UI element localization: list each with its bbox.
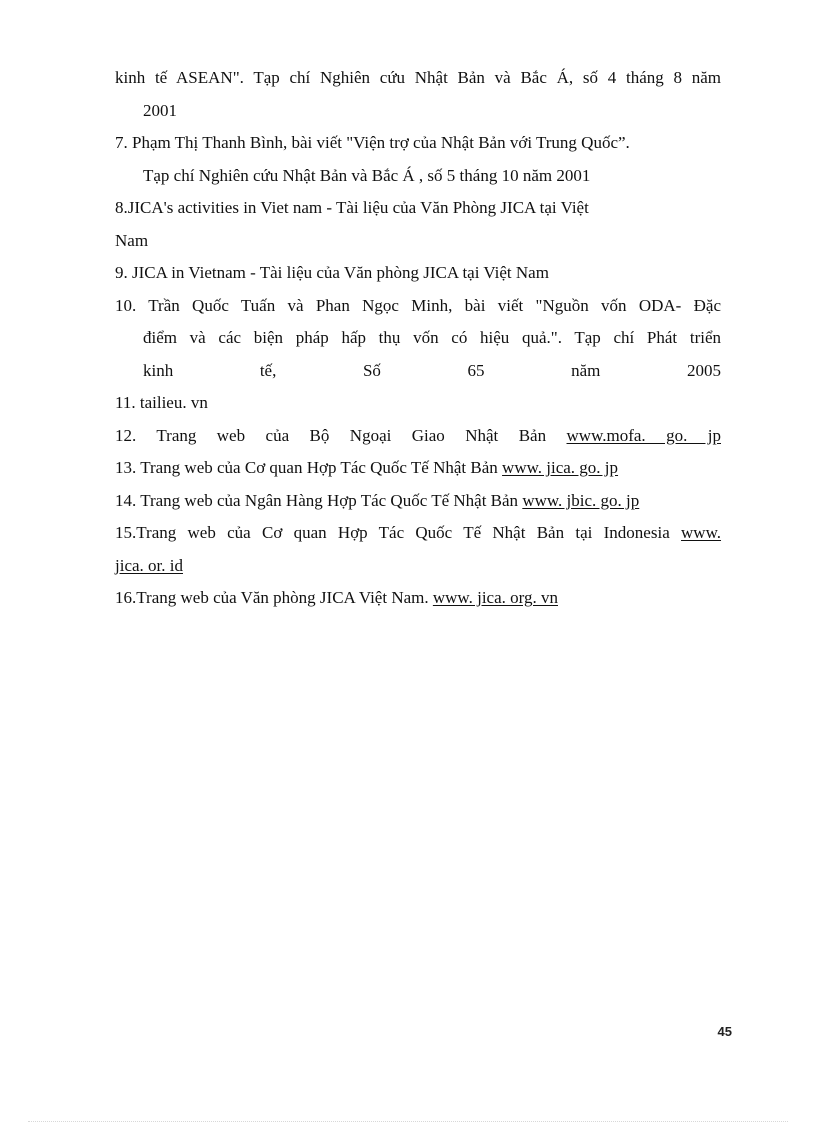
reference-line: 7. Phạm Thị Thanh Bình, bài viết "Viện trợ của Nhật Bản với Trung Quốc”.	[115, 133, 630, 152]
reference-line	[115, 550, 721, 583]
mofa-website-link[interactable]: www.mofa. go. jp	[566, 425, 721, 445]
reference-line	[115, 582, 721, 615]
jbic-website-link[interactable]: www. jbic. go. jp	[522, 490, 640, 510]
reference-line: Nam	[115, 230, 149, 250]
reference-line	[115, 452, 721, 485]
reference-6-continued	[115, 62, 721, 127]
reference-line: 8.JICA's activities in Viet nam - Tài liệu của Văn Phòng JICA tại Việt	[115, 198, 589, 217]
jica-website-link[interactable]: www. jica. go. jp	[502, 458, 619, 477]
reference-line	[115, 485, 721, 518]
reference-list	[115, 62, 721, 615]
reference-text: 12. Trang web của Bộ Ngoại Giao Nhật Bản	[115, 425, 547, 445]
reference-text: 15.Trang web của Cơ quan Hợp Tác Quốc Tế Nhật Bản tại Indonesia	[115, 523, 670, 542]
reference-10	[115, 290, 721, 388]
reference-text: 13. Trang web của Cơ quan Hợp Tác Quốc Tế Nhật Bản	[115, 458, 498, 477]
reference-16	[115, 582, 721, 615]
page-number: 45	[717, 1024, 732, 1039]
reference-9	[115, 257, 721, 290]
jica-indonesia-website-link-part2[interactable]: jica. or. id	[115, 555, 183, 575]
reference-line: điểm và các biện pháp hấp thụ vốn có hiệu quả.". Tạp chí Phát triển	[143, 328, 721, 347]
reference-line: 11. tailieu. vn	[115, 393, 208, 412]
reference-line: kinh tế ASEAN". Tạp chí Nghiên cứu Nhật Bản và Bắc Á, số 4 tháng 8 năm	[115, 68, 721, 87]
reference-11	[115, 387, 721, 420]
reference-text: 14. Trang web của Ngân Hàng Hợp Tác Quốc Tế Nhật Bản	[115, 490, 519, 510]
reference-line	[115, 517, 721, 550]
jica-indonesia-website-link-part1[interactable]: www.	[681, 523, 722, 542]
reference-12	[115, 420, 721, 453]
reference-7	[115, 127, 721, 192]
reference-line: kinh tế, Số 65 năm 2005	[143, 360, 721, 380]
reference-15	[115, 517, 721, 582]
jica-vietnam-website-link[interactable]: www. jica. org. vn	[432, 588, 558, 607]
reference-line: 9. JICA in Vietnam - Tài liệu của Văn phòng JICA tại Việt Nam	[115, 263, 549, 282]
reference-text: 16.Trang web của Văn phòng JICA Việt Nam.	[115, 588, 429, 607]
reference-line: 10. Trần Quốc Tuấn và Phan Ngọc Minh, bài viết "Nguồn vốn ODA- Đặc	[115, 295, 721, 315]
reference-8	[115, 192, 721, 257]
reference-line: 2001	[143, 100, 177, 120]
reference-line: Tạp chí Nghiên cứu Nhật Bản và Bắc Á , số 5 tháng 10 năm 2001	[143, 165, 591, 185]
reference-13	[115, 452, 721, 485]
page-bottom-divider	[28, 1121, 788, 1122]
reference-line	[115, 420, 721, 453]
reference-14	[115, 485, 721, 518]
